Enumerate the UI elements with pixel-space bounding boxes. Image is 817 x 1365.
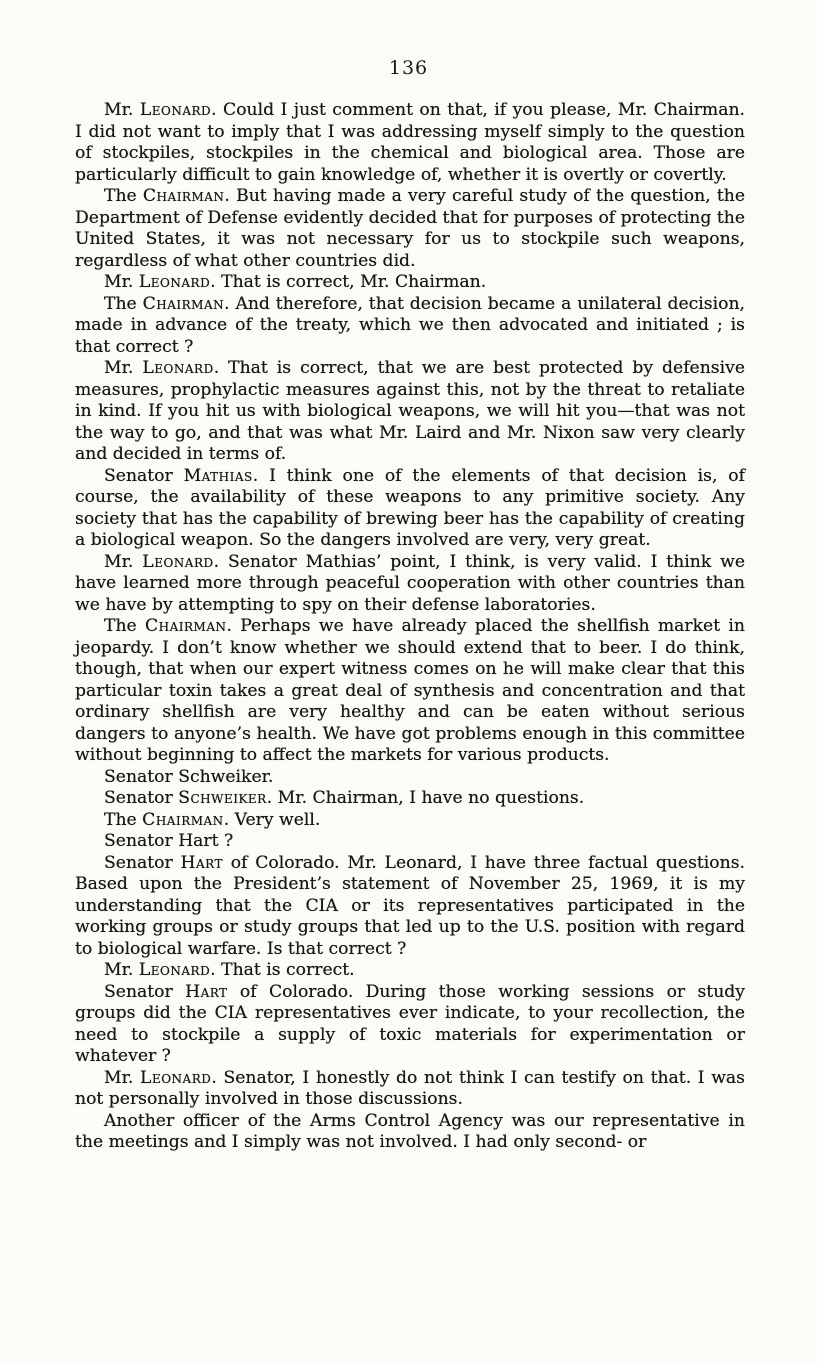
transcript-paragraph — [75, 294, 745, 359]
paragraph-lead-text: Senator Schweiker. — [104, 766, 274, 787]
paragraph-lead-text: Senator — [104, 788, 179, 808]
paragraph-body-text: . I think one of the elements of that decision is, of course, the availability of these weapons to any primitive society. Any society that has the capability of brewing beer has the capability of creating a biological weapon. So the dangers involved are very, very great. — [75, 465, 745, 550]
transcript-paragraph — [75, 982, 745, 1068]
paragraph-body-text: . And therefore, that decision became a unilateral decision, made in advance of the treaty, which we then advocated and initiated ; is that correct ? — [75, 293, 746, 357]
speaker-name: Chairman — [145, 616, 227, 636]
transcript-paragraph — [75, 831, 745, 853]
transcript-paragraph — [75, 1068, 745, 1111]
paragraph-body-text: of Colorado. Mr. Leonard, I have three factual questions. Based upon the President’s statement of November 25, 1969, it is my understanding that the CIA or its representatives participated in the working groups or study groups that led up to the U.S. position with regard to biological warfare. Is that correct ? — [75, 852, 745, 959]
transcript-paragraph — [75, 1111, 745, 1154]
speaker-name: Leonard — [140, 1067, 212, 1088]
paragraph-body-text: . That is correct, Mr. Chairman. — [210, 272, 487, 292]
paragraph-lead-text: The — [104, 809, 143, 830]
paragraph-lead-text: The — [104, 186, 143, 206]
speaker-name: Leonard — [138, 272, 211, 292]
paragraph-lead-text: Mr. — [104, 551, 143, 572]
paragraph-lead-text: Mr. — [104, 100, 140, 120]
paragraph-lead-text: Mr. — [104, 960, 139, 980]
page-number: 136 — [388, 57, 429, 79]
paragraph-lead-text: Mr. — [104, 358, 143, 378]
paragraph-lead-text: Senator Hart ? — [104, 831, 234, 851]
paragraph-body-text: . That is correct, that we are best protected by defensive measures, prophylactic measures against this, not by the threat to retaliate in kind. If you hit us with biological weapons, we will hit you—that was not the way to go, and that was what Mr. Laird and Mr. Nixon saw very clearly and decided in terms of. — [75, 358, 745, 464]
speaker-name: Hart — [180, 852, 223, 873]
paragraph-body-text: . Perhaps we have already placed the shellfish market in jeopardy. I don’t know whether we should extend that to beer. I do think, though, that when our expert witness comes on he will make clear that this particular toxin takes a great deal of synthesis and concentration and that ordinary shellfish are very healthy and can be eaten without serious dangers to anyone’s health. We have got problems enough in this committee without beginning to affect the markets for various products. — [75, 616, 745, 765]
paragraph-lead-text: Senator — [104, 981, 186, 1002]
paragraph-body-text: of Colorado. During those working sessions or study groups did the CIA representatives ever indicate, to your recollection, the need to stockpile a supply of toxic materials for experimentation or whatever ? — [75, 981, 745, 1066]
paragraph-lead-text: Mr. — [104, 1067, 141, 1088]
paragraph-lead-text: The — [104, 293, 143, 314]
transcript-paragraph — [75, 186, 745, 272]
transcript-paragraph — [75, 100, 745, 186]
transcript-body — [75, 100, 745, 1154]
speaker-name: Leonard — [139, 100, 212, 120]
transcript-paragraph — [75, 960, 745, 982]
speaker-name: Chairman — [142, 809, 224, 830]
speaker-name: Schweiker — [178, 788, 267, 808]
speaker-name: Mathias — [183, 465, 253, 486]
speaker-name: Chairman — [142, 293, 225, 314]
transcript-paragraph — [75, 466, 745, 552]
paragraph-body-text: . But having made a very careful study of the question, the Department of Defense evidently decided that for purposes of protecting the United States, it was not necessary for us to stockpile such weapons, regardless of what other countries did. — [75, 186, 746, 271]
paragraph-lead-text: Senator — [104, 852, 181, 873]
paragraph-body-text: . Senator Mathias’ point, I think, is very valid. I think we have learned more through peaceful cooperation with other countries than we have by attempting to spy on their defense laboratories. — [75, 551, 745, 615]
transcript-paragraph — [75, 853, 745, 961]
speaker-name: Chairman — [142, 186, 225, 206]
paragraph-body-text: . Very well. — [223, 809, 321, 830]
transcript-paragraph — [75, 810, 745, 832]
paragraph-body-text: . That is correct. — [210, 960, 355, 980]
speaker-name: Leonard — [142, 358, 214, 378]
paragraph-lead-text: Mr. — [104, 272, 139, 292]
paragraph-lead-text: Senator — [104, 465, 184, 486]
paragraph-body-text: . Mr. Chairman, I have no questions. — [266, 788, 585, 808]
speaker-name: Leonard — [142, 551, 214, 572]
transcript-paragraph — [75, 788, 745, 810]
paragraph-body-text: . Could I just comment on that, if you please, Mr. Chairman. I did not want to imply that I was addressing myself simply to the question of stockpiles, stockpiles in the chemical and biological area. Those are particularly difficult to gain knowledge of, whether it is overtly or covertly. — [75, 100, 745, 185]
transcript-paragraph — [75, 616, 745, 767]
transcript-paragraph — [75, 552, 745, 617]
paragraph-lead-text: Another officer of the Arms Control Agency was our representative in the meetings and I simply was not involved. I had only second- or — [75, 1110, 745, 1152]
paragraph-body-text: . Senator, I honestly do not think I can testify on that. I was not personally involved in those discussions. — [75, 1067, 746, 1109]
transcript-paragraph — [75, 272, 745, 294]
transcript-paragraph — [75, 767, 745, 789]
transcript-paragraph — [75, 358, 745, 466]
speaker-name: Hart — [185, 981, 228, 1002]
paragraph-lead-text: The — [104, 616, 145, 636]
speaker-name: Leonard — [138, 960, 211, 980]
